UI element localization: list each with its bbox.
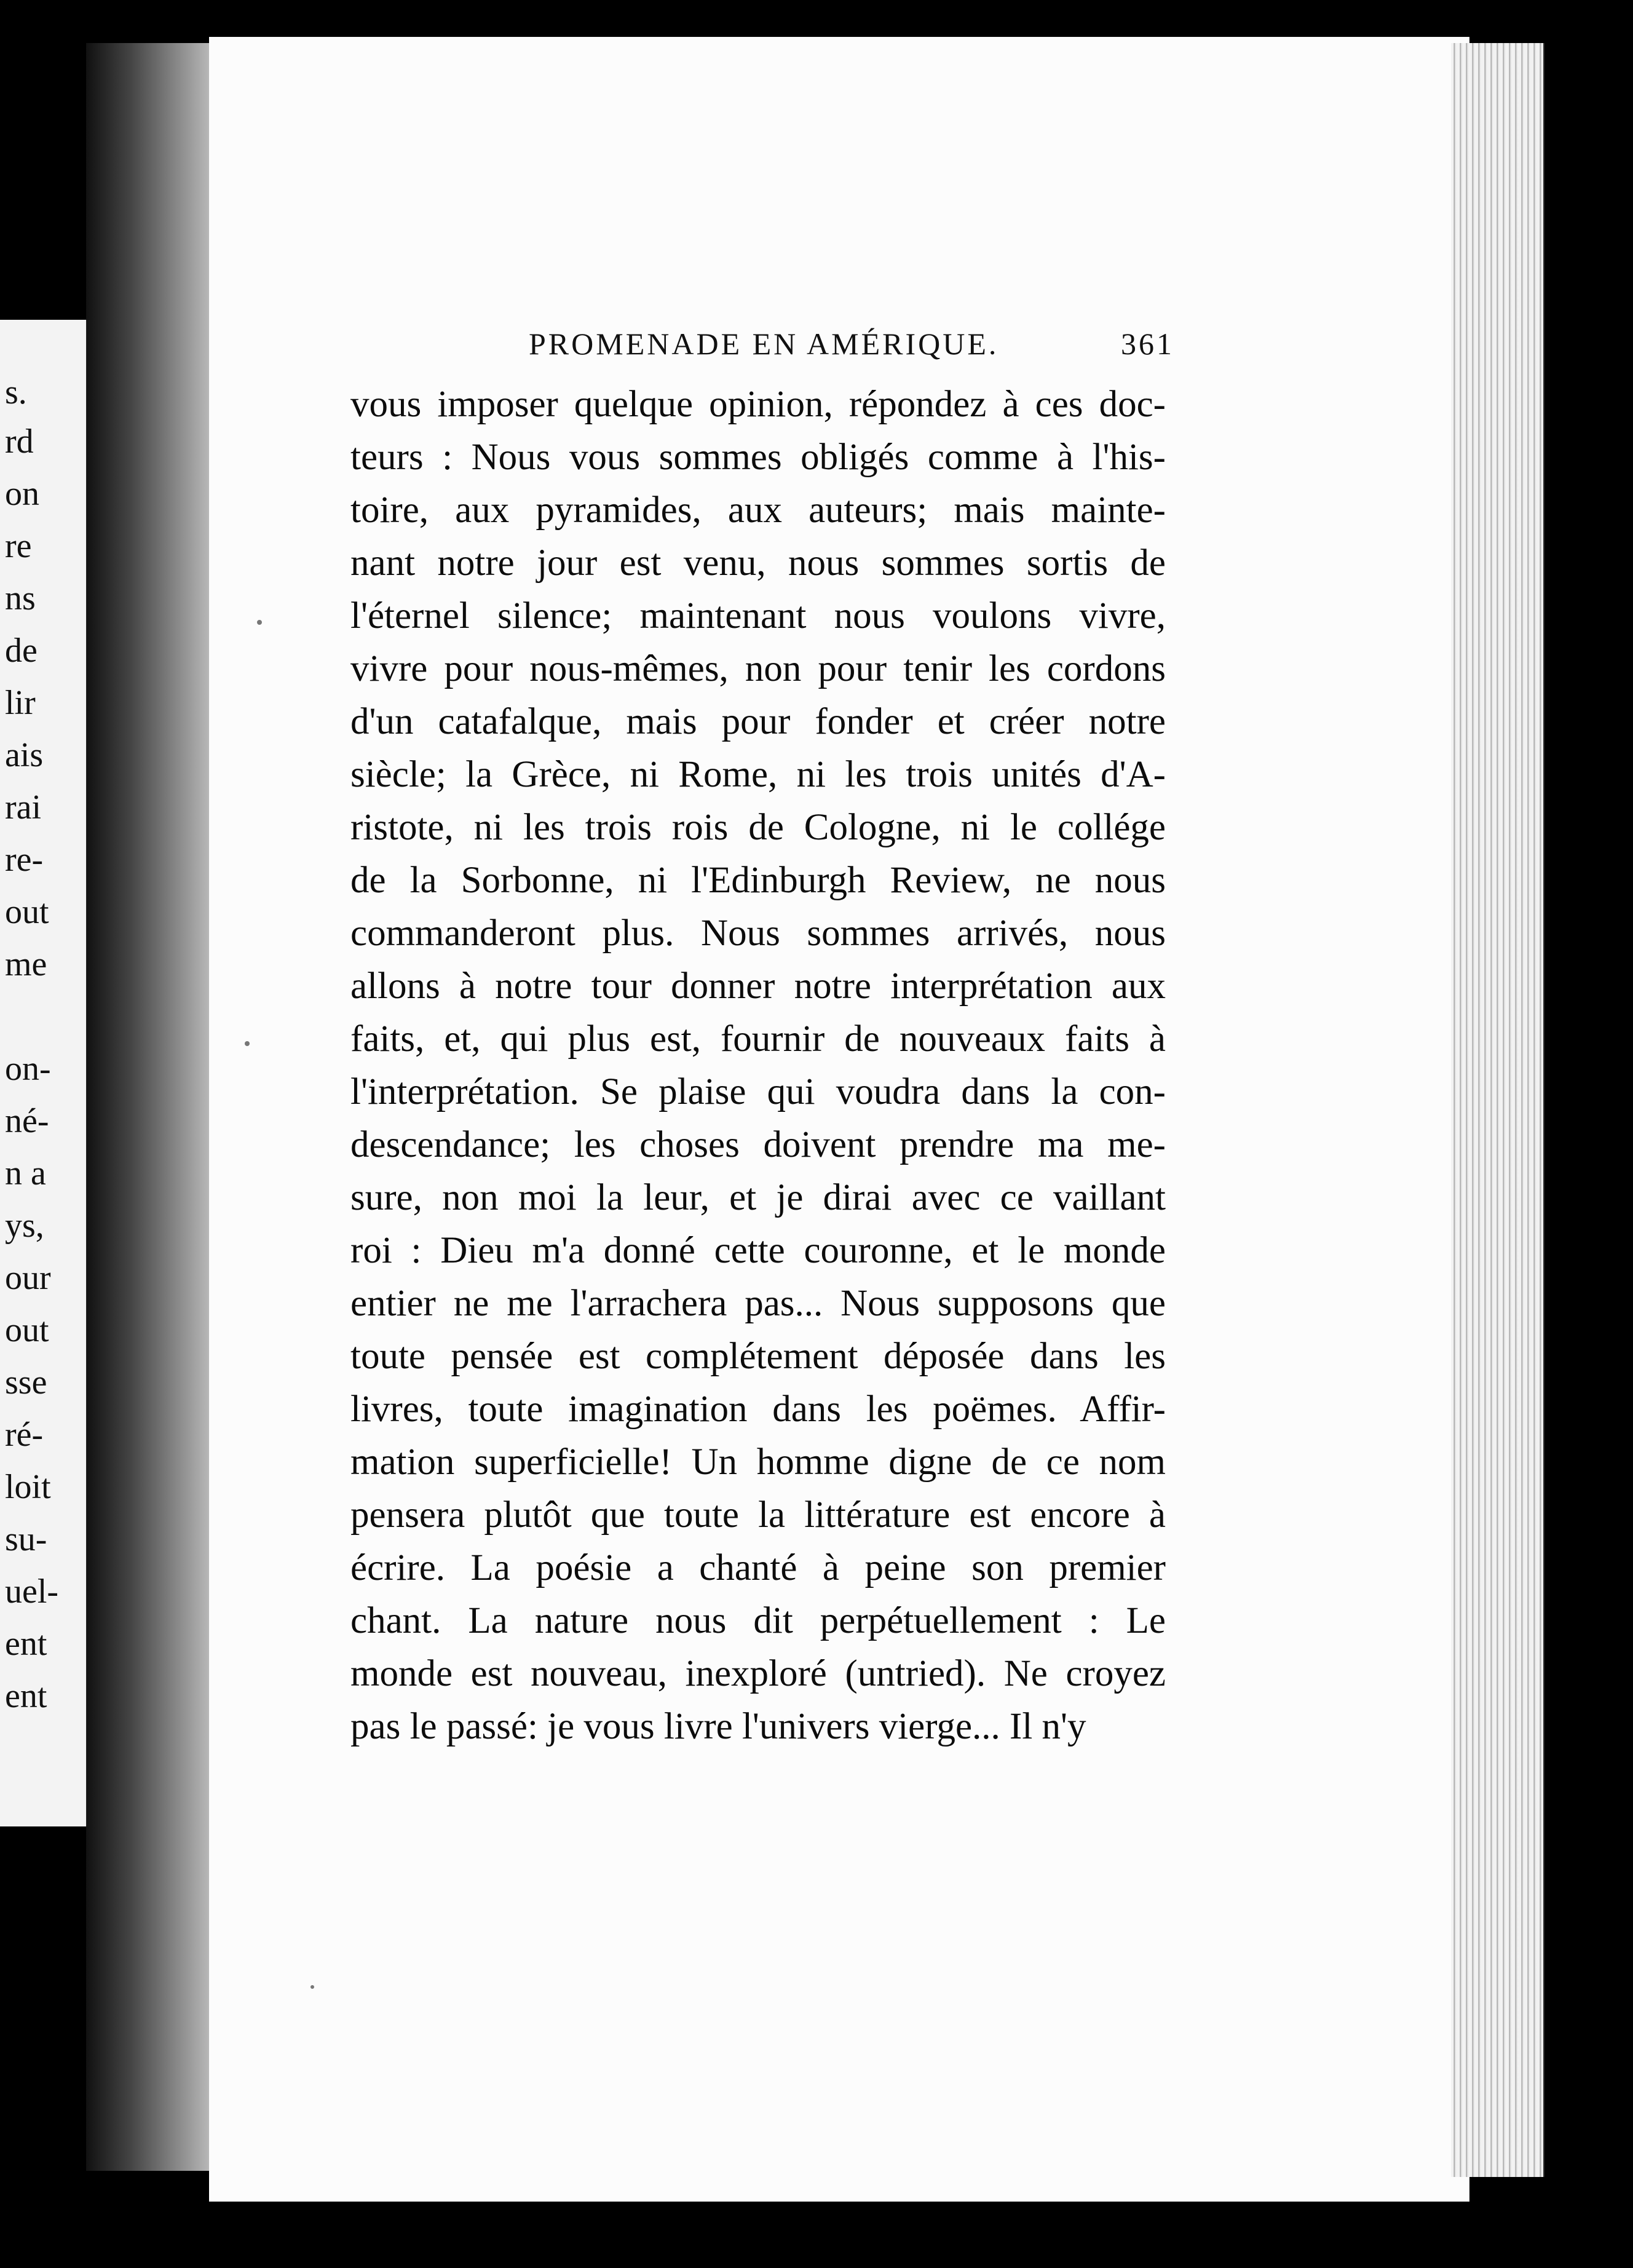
text-line: allons à notre tour donner notre interprétation aux [350,965,1166,1007]
text-line: de la Sorbonne, ni l'Edinburgh Review, ne nous [350,860,1166,901]
text-line: nant notre jour est venu, nous sommes sortis de [350,542,1166,584]
facing-page-text-fragment: ent [5,1677,47,1715]
speck-mark [257,620,262,625]
text-line: toute pensée est complétement déposée dans les [350,1336,1166,1377]
facing-page-text-fragment: rai [5,788,42,827]
body-text [350,378,1166,1753]
facing-page-text-fragment: ais [5,736,44,774]
facing-page-text-fragment: loit [5,1468,51,1506]
text-line: écrire. La poésie a chanté à peine son premier [350,1547,1166,1588]
facing-page-text-fragment: our [5,1259,51,1297]
text-line: entier ne me l'arrachera pas... Nous supposons que [350,1283,1166,1324]
facing-page-text-fragment: out [5,893,49,931]
text-line: pensera plutôt que toute la littérature est encore à [350,1494,1166,1536]
facing-page-text-fragment: lir [5,684,36,722]
speck-mark [245,1041,250,1046]
text-line: l'interprétation. Se plaise qui voudra dans la con- [350,1071,1166,1112]
facing-page-text-fragment: ré- [5,1416,44,1454]
facing-page-text-fragment: on- [5,1050,51,1088]
text-line: siècle; la Grèce, ni Rome, ni les trois unités d'A- [350,754,1166,795]
facing-page-text-fragment: out [5,1311,49,1349]
text-line: toire, aux pyramides, aux auteurs; mais mainte- [350,490,1166,531]
text-line: roi : Dieu m'a donné cette couronne, et le monde [350,1230,1166,1271]
facing-page-text-fragment: uel- [5,1572,59,1611]
page-number: 361 [1121,327,1174,361]
facing-page-text-fragment: me [5,945,47,983]
facing-page-text-fragment: re- [5,841,44,879]
facing-page-fragment [0,320,87,1826]
text-line: faits, et, qui plus est, fournir de nouveaux faits à [350,1018,1166,1060]
facing-page-text-fragment: su- [5,1520,47,1558]
facing-page-text-fragment: ns [5,579,36,617]
text-line: l'éternel silence; maintenant nous voulons vivre, [350,595,1166,636]
speck-mark [310,1985,314,1989]
text-line: ristote, ni les trois rois de Cologne, ni le collége [350,807,1166,848]
facing-page-text-fragment: rd [5,422,34,461]
running-title: PROMENADE EN AMÉRIQUE. [529,327,999,361]
text-line: vous imposer quelque opinion, répondez à ces doc- [350,384,1166,425]
text-line: vivre pour nous-mêmes, non pour tenir les cordons [350,648,1166,689]
text-line: d'un catafalque, mais pour fonder et créer notre [350,701,1166,742]
facing-page-text-fragment: re [5,527,32,565]
facing-page-text-fragment: sse [5,1363,47,1402]
facing-page-text-fragment: né- [5,1102,49,1140]
facing-page-text-fragment: de [5,632,38,670]
text-line: chant. La nature nous dit perpétuellement : Le [350,1600,1166,1641]
text-line: teurs : Nous vous sommes obligés comme à l'his- [350,437,1166,478]
text-line: livres, toute imagination dans les poëmes. Affir- [350,1389,1166,1430]
text-line: sure, non moi la leur, et je dirai avec ce vaillant [350,1177,1166,1218]
facing-page-text-fragment: ent [5,1625,47,1663]
text-line: descendance; les choses doivent prendre ma me- [350,1124,1166,1165]
text-line: mation superficielle! Un homme digne de ce nom [350,1441,1166,1483]
facing-page-text-fragment: ys, [5,1207,44,1245]
facing-page-text-fragment: n a [5,1154,46,1192]
text-line: commanderont plus. Nous sommes arrivés, nous [350,913,1166,954]
text-line: monde est nouveau, inexploré (untried). Ne croyez [350,1653,1166,1694]
running-header [529,326,1174,369]
text-line: pas le passé: je vous livre l'univers vierge... Il n'y [350,1706,1086,1747]
facing-page-text-fragment: s. [5,373,27,411]
facing-page-text-fragment: on [5,475,39,513]
page-edges [1451,43,1544,2177]
